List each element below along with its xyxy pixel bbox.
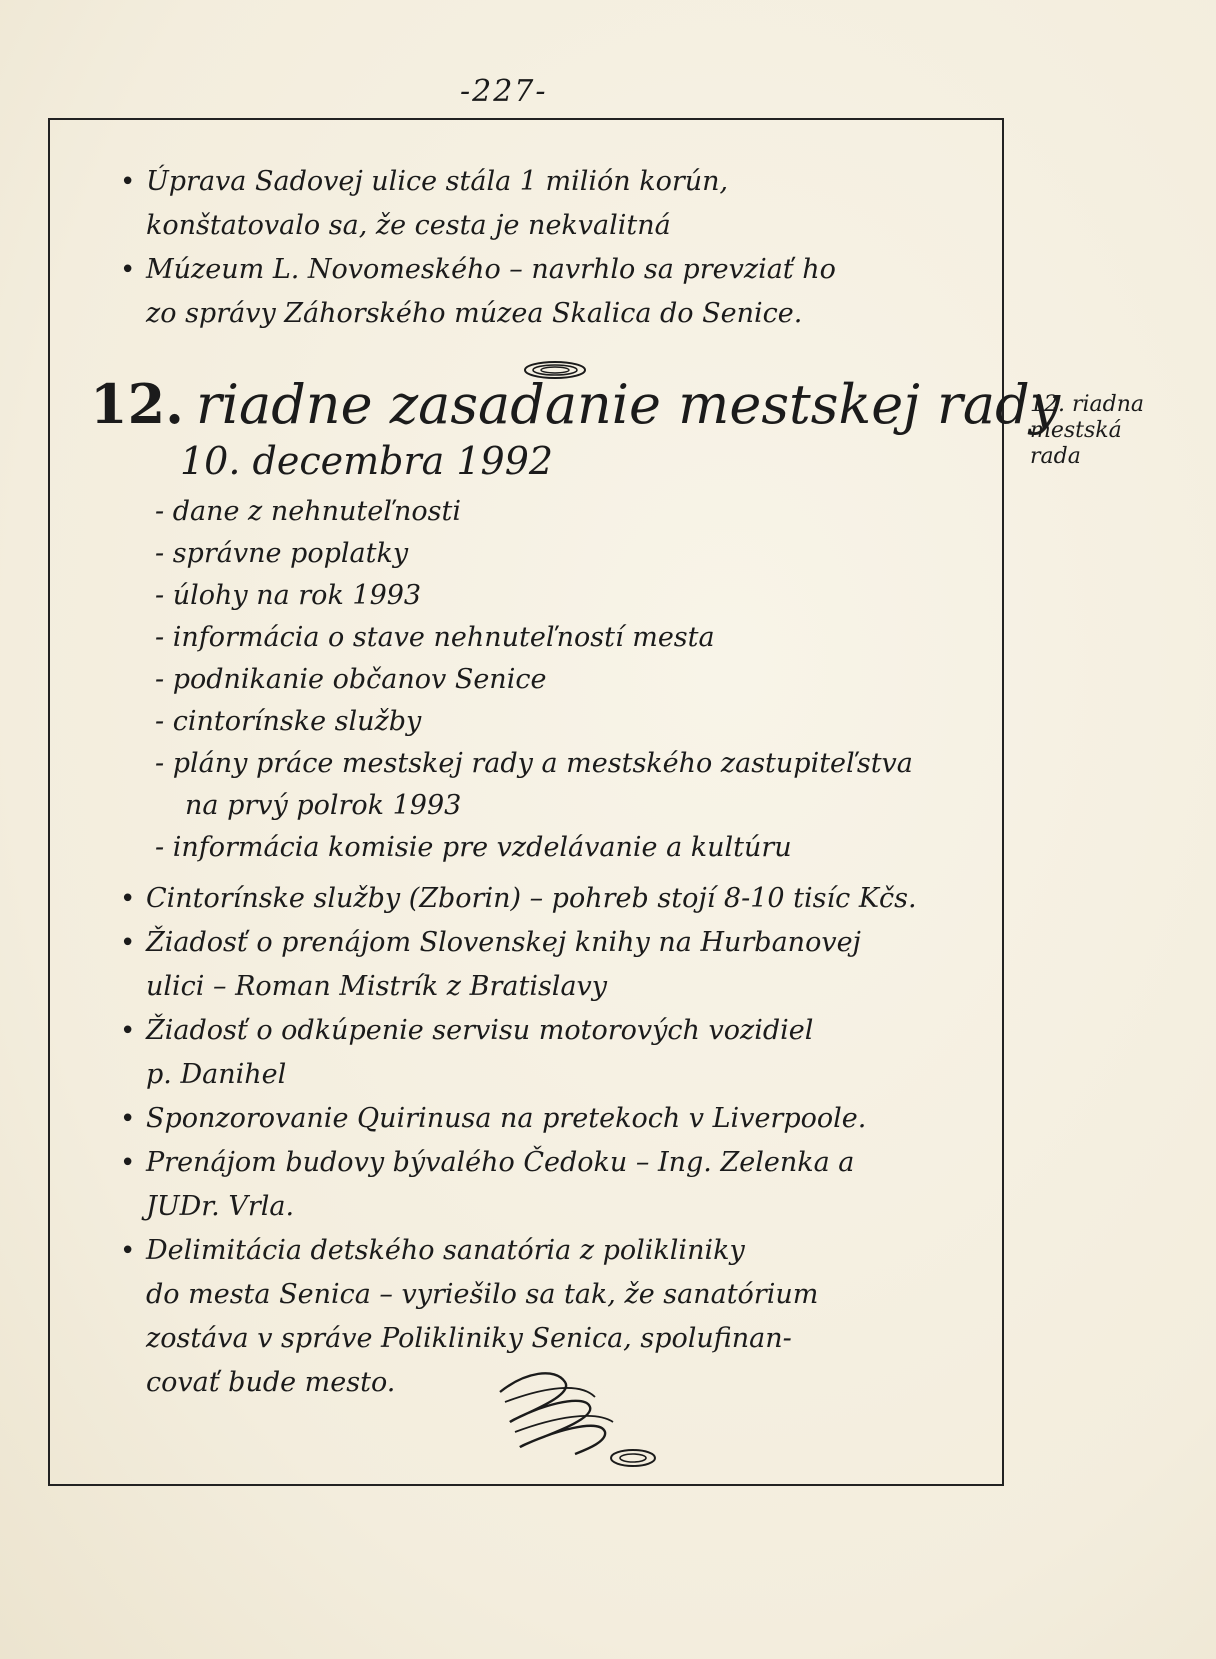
page-number: -227- (460, 74, 548, 109)
list-item (120, 1097, 1020, 1141)
agenda-item: - úlohy na rok 1993 (155, 580, 422, 611)
margin-note (1030, 392, 1144, 470)
margin-note-line: mestská (1030, 418, 1122, 443)
bullet-icon: • (120, 928, 136, 958)
list-item (120, 248, 1020, 336)
item-line: Žiadosť o prenájom Slovenskej knihy na Hurbanovej (146, 927, 861, 958)
bullet-icon: • (120, 255, 136, 285)
signature-icon (495, 1362, 665, 1472)
item-line: covať bude mesto. (146, 1367, 396, 1398)
item-line: Žiadosť o odkúpenie servisu motorových vozidiel (146, 1015, 814, 1046)
session-number: 12. (90, 372, 184, 436)
item-line: Prenájom budovy bývalého Čedoku – Ing. Zelenka a (146, 1147, 855, 1178)
item-line: do mesta Senica – vyriešilo sa tak, že sanatórium (146, 1279, 819, 1310)
agenda-item: - cintorínske služby (155, 706, 422, 737)
item-line: zostáva v správe Polikliniky Senica, spolufinan- (146, 1323, 792, 1354)
list-item (120, 877, 1020, 921)
item-line: JUDr. Vrla. (146, 1191, 295, 1222)
agenda-item: - informácia o stave nehnuteľností mesta (155, 622, 715, 653)
bullet-icon: • (120, 1016, 136, 1046)
bullet-icon: • (120, 167, 136, 197)
bullet-icon: • (120, 884, 136, 914)
item-line: Úprava Sadovej ulice stála 1 milión korún, (146, 166, 729, 197)
item-line: konštatovalo sa, že cesta je nekvalitná (146, 210, 671, 241)
agenda-item: - plány práce mestskej rady a mestského zastupiteľstva (155, 748, 913, 779)
bullet-icon: • (120, 1104, 136, 1134)
agenda-item: - podnikanie občanov Senice (155, 664, 547, 695)
margin-note-line: rada (1030, 444, 1081, 469)
agenda-item: na prvý polrok 1993 (185, 790, 462, 821)
item-line: ulici – Roman Mistrík z Bratislavy (146, 971, 608, 1002)
bottom-item-list (120, 877, 1020, 1405)
item-line: Delimitácia detského sanatória z polikliniky (146, 1235, 745, 1266)
list-item (120, 160, 1020, 248)
bullet-icon: • (120, 1148, 136, 1178)
top-item-list (120, 160, 1020, 336)
session-title: riadne zasadanie mestskej rady (195, 373, 1061, 436)
item-line: p. Danihel (146, 1059, 287, 1090)
flourish-icon (520, 357, 590, 383)
agenda-list (155, 491, 1020, 869)
session-date: 10. decembra 1992 (180, 439, 554, 483)
item-line: Sponzorovanie Quirinusa na pretekoch v Liverpoole. (146, 1103, 867, 1134)
agenda-item: - správne poplatky (155, 538, 409, 569)
margin-note-line: 12. riadna (1030, 392, 1145, 417)
session-heading (90, 372, 1061, 436)
item-line: Múzeum L. Novomeského – navrhlo sa prevziať ho (146, 254, 836, 285)
agenda-item: - dane z nehnuteľnosti (155, 496, 462, 527)
item-line: Cintorínske služby (Zborin) – pohreb stojí 8-10 tisíc Kčs. (146, 883, 917, 914)
list-item (120, 921, 1020, 1009)
item-line: zo správy Záhorského múzea Skalica do Senice. (146, 298, 803, 329)
bullet-icon: • (120, 1236, 136, 1266)
agenda-item: - informácia komisie pre vzdelávanie a kultúru (155, 832, 792, 863)
list-item (120, 1009, 1020, 1097)
list-item (120, 1141, 1020, 1229)
